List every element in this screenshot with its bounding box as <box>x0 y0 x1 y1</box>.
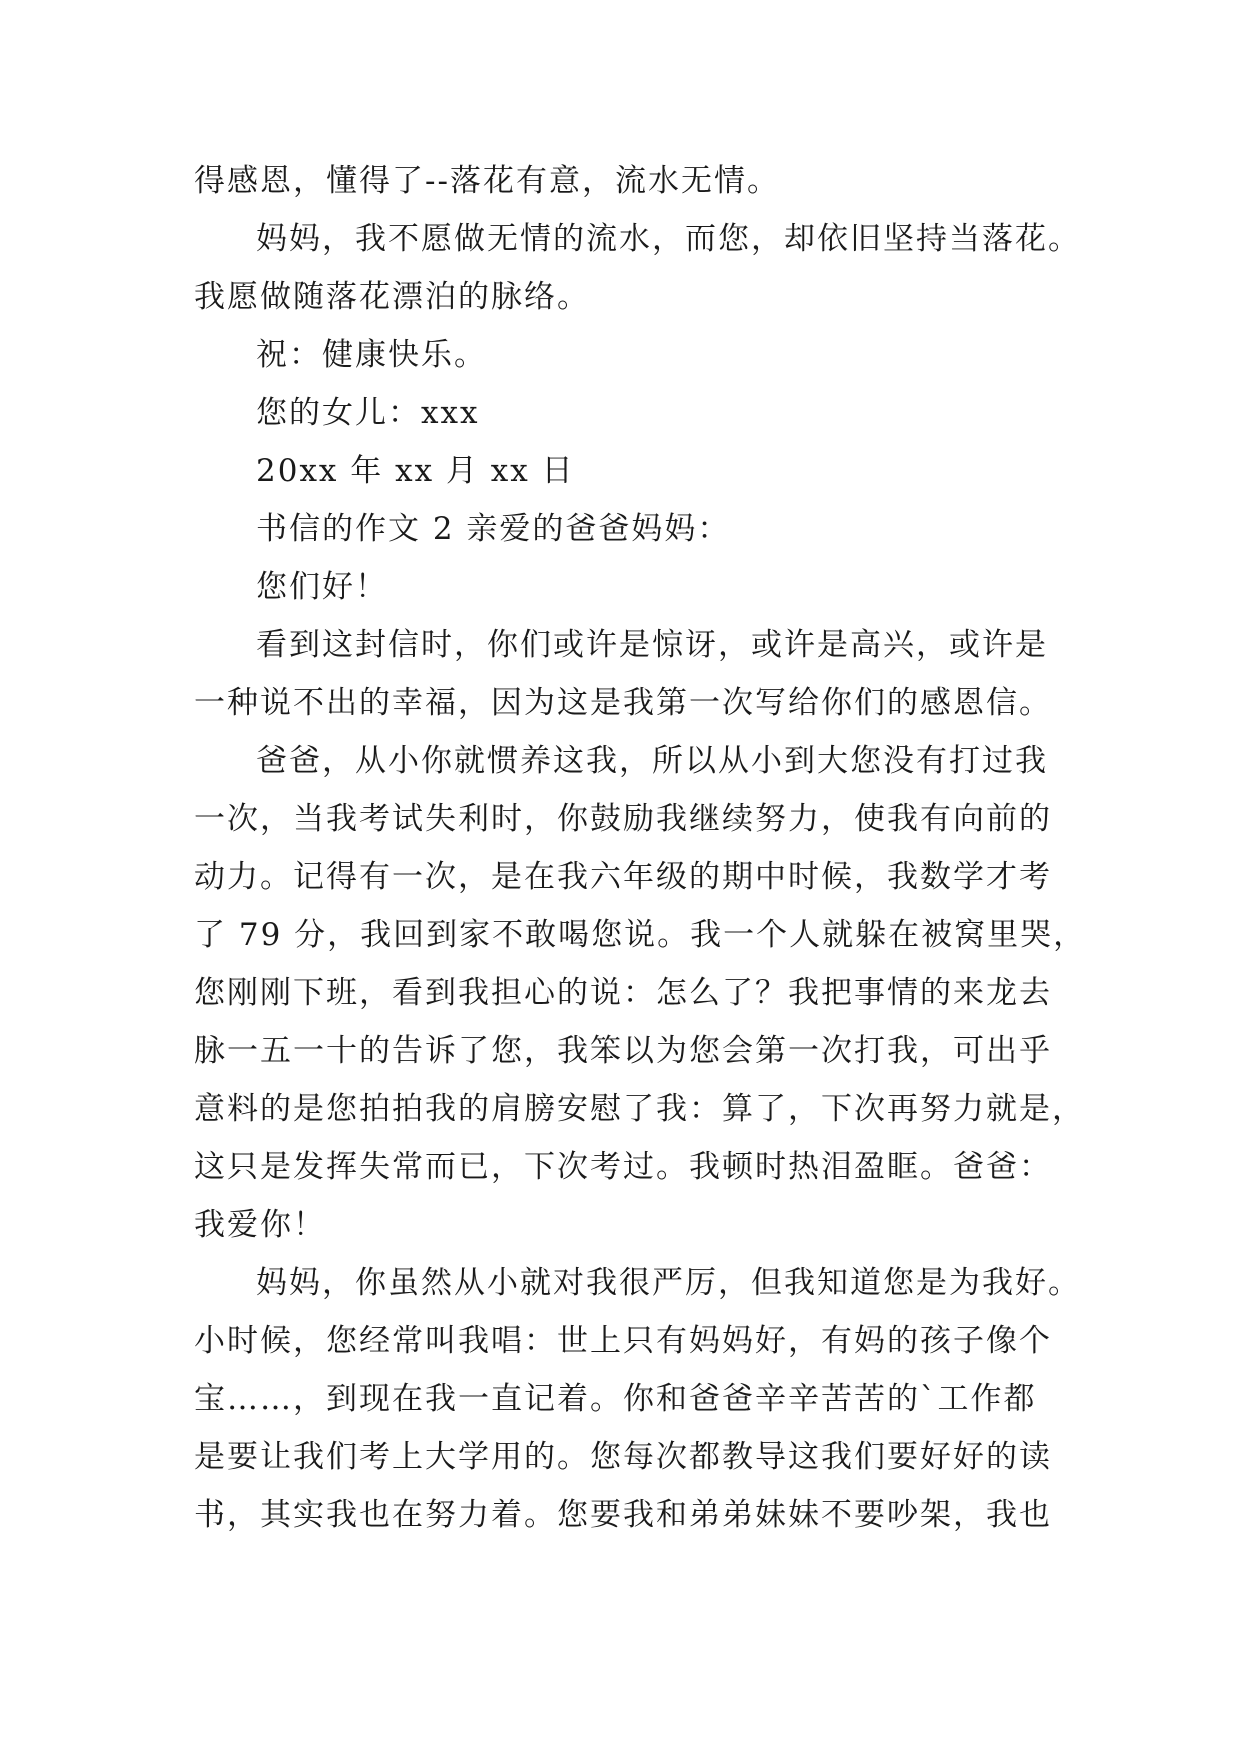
text-line: 妈妈，你虽然从小就对我很严厉，但我知道您是为我好。 <box>256 1265 1081 1301</box>
text-line: 我愿做随落花漂泊的脉络。 <box>194 279 590 315</box>
text-line: 是要让我们考上大学用的。您每次都教导这我们要好好的读 <box>194 1439 1052 1475</box>
text-line: 了 79 分，我回到家不敢喝您说。我一个人就躲在被窝里哭， <box>194 917 1087 953</box>
text-line: 书信的作文 2 亲爱的爸爸妈妈： <box>256 511 731 547</box>
text-line: 妈妈，我不愿做无情的流水，而您，却依旧坚持当落花。 <box>256 221 1081 257</box>
text-line: 我爱你！ <box>194 1207 326 1243</box>
text-line: 小时候，您经常叫我唱：世上只有妈妈好，有妈的孩子像个 <box>194 1323 1052 1359</box>
text-line: 意料的是您拍拍我的肩膀安慰了我：算了，下次再努力就是， <box>194 1091 1085 1127</box>
text-line: 书，其实我也在努力着。您要我和弟弟妹妹不要吵架，我也 <box>194 1497 1052 1533</box>
text-line: 宝……，到现在我一直记着。你和爸爸辛辛苦苦的`工作都 <box>194 1381 1037 1417</box>
text-line: 脉一五一十的告诉了您，我笨以为您会第一次打我，可出乎 <box>194 1033 1052 1069</box>
text-line: 祝：健康快乐。 <box>256 337 487 373</box>
text-line: 20xx 年 xx 月 xx 日 <box>256 453 575 489</box>
letter-body <box>194 152 1087 1544</box>
text-line: 一种说不出的幸福，因为这是我第一次写给你们的感恩信。 <box>194 685 1052 721</box>
text-line: 爸爸，从小你就惯养这我，所以从小到大您没有打过我 <box>256 743 1048 779</box>
text-line: 您们好！ <box>256 569 388 605</box>
text-line: 您的女儿：xxx <box>256 395 480 431</box>
text-line: 您刚刚下班，看到我担心的说：怎么了？我把事情的来龙去 <box>194 975 1052 1011</box>
text-line: 得感恩，懂得了--落花有意，流水无情。 <box>194 163 780 199</box>
text-line: 动力。记得有一次，是在我六年级的期中时候，我数学才考 <box>194 859 1052 895</box>
text-line: 一次，当我考试失利时，你鼓励我继续努力，使我有向前的 <box>194 801 1052 837</box>
text-line: 这只是发挥失常而已，下次考过。我顿时热泪盈眶。爸爸： <box>194 1149 1052 1185</box>
text-line: 看到这封信时，你们或许是惊讶，或许是高兴，或许是 <box>256 627 1048 663</box>
